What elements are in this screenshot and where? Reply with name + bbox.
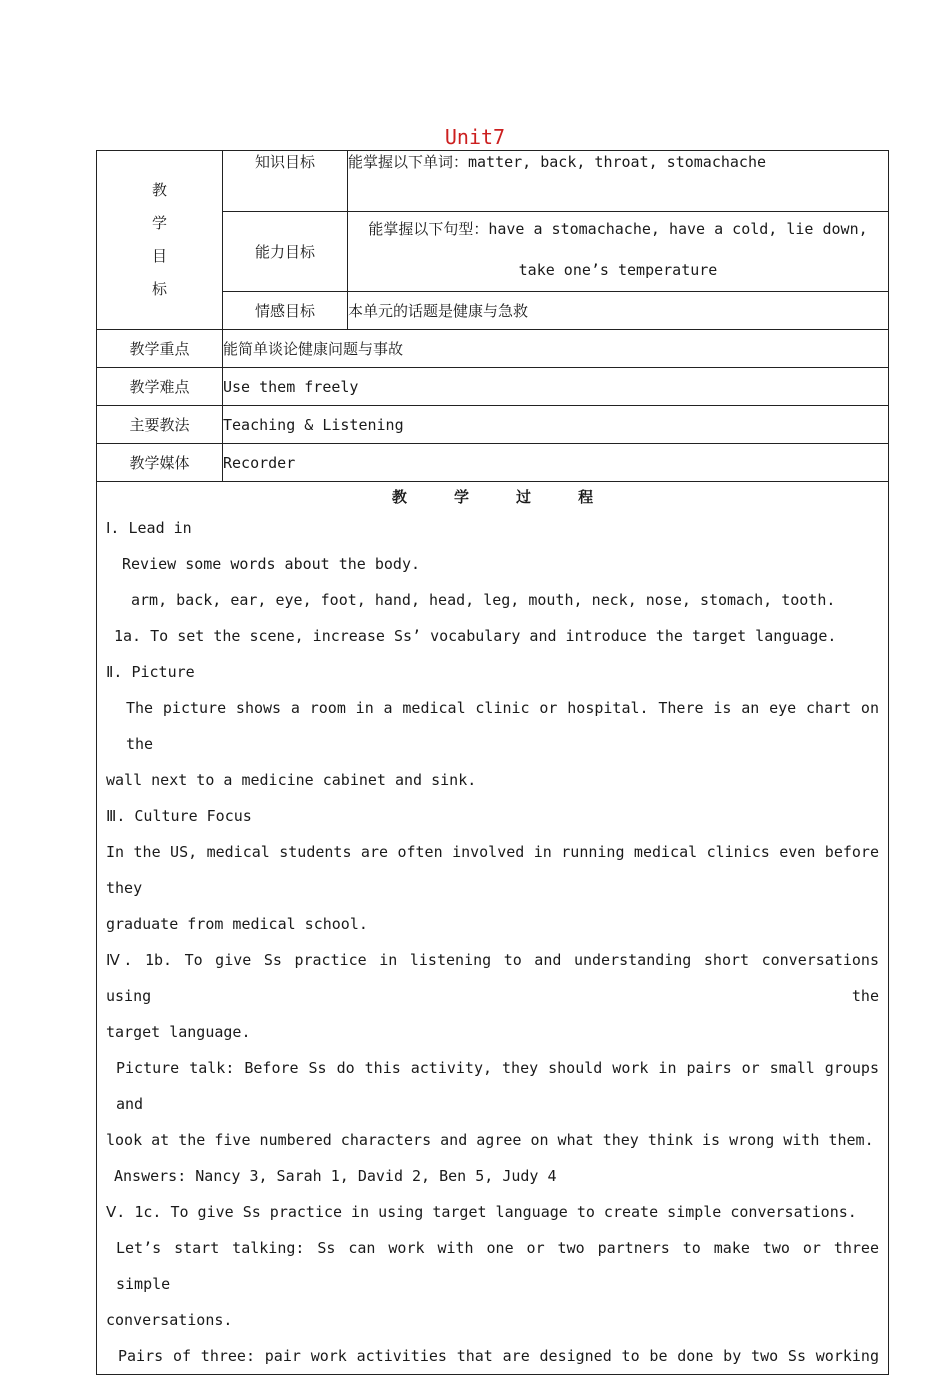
- row-value: 能简单谈论健康问题与事故: [223, 330, 889, 368]
- process-line: Answers: Nancy 3, Sarah 1, David 2, Ben 5, Judy 4: [114, 1167, 557, 1185]
- row-label: 教学重点: [97, 330, 223, 368]
- section-heading: Ⅴ. 1c. To give Ss practice in using target language to create simple conversations.: [106, 1203, 857, 1221]
- process-heading-char: 程: [578, 488, 594, 506]
- process-line: conversations.: [106, 1311, 233, 1329]
- process-line: The picture shows a room in a medical clinic or hospital. There is an eye chart on the: [126, 699, 879, 753]
- process-line: Let’s start talking: Ss can work with one or two partners to make two or three simple: [116, 1239, 879, 1293]
- process-heading-char: 学: [453, 488, 469, 506]
- process-line: In the US, medical students are often involved in running medical clinics even before they: [106, 843, 879, 897]
- row-methods: [97, 406, 889, 444]
- process-cell: [97, 482, 889, 1375]
- row-label: 主要教法: [97, 406, 223, 444]
- goal-label: 知识目标: [223, 151, 348, 212]
- process-heading: [97, 482, 888, 510]
- process-line: look at the five numbered characters and agree on what they think is wrong with them.: [106, 1131, 874, 1149]
- process-body: [97, 510, 888, 1374]
- process-line: 1a. To set the scene, increase Ss’ vocabulary and introduce the target language.: [114, 627, 837, 645]
- goal-content: 能掌握以下单词：matter, back, throat, stomachache: [348, 151, 889, 212]
- goal-content-line: 能掌握以下句型：have a stomachache, have a cold, lie down,: [368, 220, 868, 238]
- row-difficulties: [97, 368, 889, 406]
- page-title: Unit7: [444, 125, 506, 149]
- process-line: Picture talk: Before Ss do this activity, they should work in pairs or small groups and: [116, 1059, 879, 1113]
- process-heading-char: 过: [516, 488, 532, 506]
- process-line: Review some words about the body.: [122, 555, 421, 573]
- goal-heading-char: 教: [151, 181, 167, 199]
- teaching-goals-heading: [97, 151, 223, 330]
- row-label: 教学难点: [97, 368, 223, 406]
- row-label: 教学媒体: [97, 444, 223, 482]
- process-line: graduate from medical school.: [106, 915, 368, 933]
- goal-content: [348, 212, 889, 292]
- goal-content-line: take one’s temperature: [518, 261, 718, 279]
- goal-heading-char: 标: [151, 280, 167, 298]
- process-line: wall next to a medicine cabinet and sink.: [106, 771, 477, 789]
- row-media: [97, 444, 889, 482]
- process-line: target language.: [106, 1023, 251, 1041]
- goal-heading-char: 目: [151, 247, 167, 265]
- section-heading: Ⅱ. Picture: [106, 663, 195, 681]
- process-line: Pairs of three: pair work activities that are designed to be done by two Ss working: [118, 1347, 879, 1365]
- row-key-points: [97, 330, 889, 368]
- process-heading-char: 教: [391, 488, 407, 506]
- process-row: [97, 482, 889, 1375]
- section-heading: Ⅲ. Culture Focus: [106, 807, 252, 825]
- row-value: Recorder: [223, 444, 889, 482]
- goal-heading-char: 学: [151, 214, 167, 232]
- goal-label: 能力目标: [223, 212, 348, 292]
- lesson-plan-table: [96, 150, 889, 1375]
- goal-row-knowledge: [97, 151, 889, 212]
- section-heading: Ⅳ. 1b. To give Ss practice in listening to and understanding short conversations using the: [106, 951, 879, 1005]
- goal-content: 本单元的话题是健康与急救: [348, 292, 889, 330]
- row-value: Use them freely: [223, 368, 889, 406]
- process-line: arm, back, ear, eye, foot, hand, head, leg, mouth, neck, nose, stomach, tooth.: [131, 591, 836, 609]
- row-value: Teaching & Listening: [223, 406, 889, 444]
- section-heading: Ⅰ. Lead in: [106, 519, 192, 537]
- goal-label: 情感目标: [223, 292, 348, 330]
